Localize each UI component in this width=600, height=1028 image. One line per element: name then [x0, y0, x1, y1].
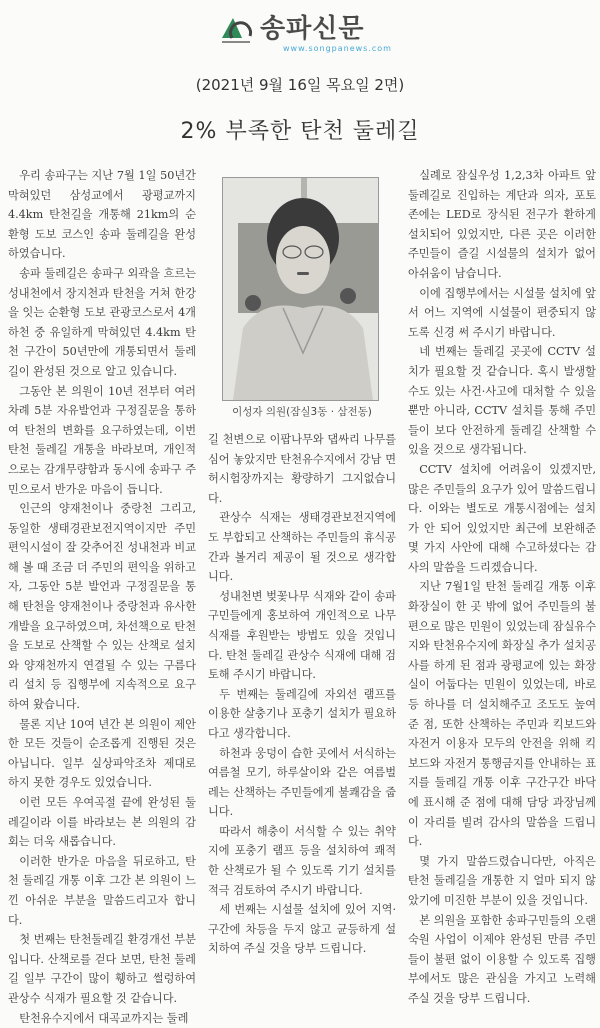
paragraph: 세 번째는 시설물 설치에 있어 지역·구간에 차등을 두지 않고 균등하게 설치하여 주실 것을 당부 드립니다.: [208, 903, 396, 956]
paragraph: 지난 7월1일 탄천 둘레길 개통 이후 화장실이 한 곳 밖에 없어 주민들의 불편으로 많은 민원이 있었는데 잠실유수지와 탄천유수지에 화장실 추가 설치공사를 하게 된 점과 광평교에 있는 화장실이 어둡다는 민원이 있었는데, 바로 등 하나를 더 설치해주고 조도도 높여준 점, 또한 산책하는 주민과 킥보드와 자전거 이용자 모두의 안전을 위해 킥보드와 자전거 통행금지를 안내하는 표지를 둘레길 개통 이후 구간구간 바닥에 표시해 준 점에 대해 담당 과장님께 이 자리를 빌려 감사의 말씀을 드립니다.: [408, 580, 596, 849]
paragraph: 몇 가지 말씀드렸습니다만, 아직은 탄천 둘레길을 개통한 지 얼마 되지 않았기에 미진한 부분이 있을 것입니다.: [408, 854, 596, 907]
photo-caption: 이성자 의원(잠실3동 · 삼전동): [232, 406, 372, 418]
paragraph: 두 번째는 둘레길에 자외선 램프를 이용한 살충기나 포충기 설치가 필요하다고 생각합니다.: [208, 687, 396, 740]
paragraph: 본 의원을 포함한 송파구민들의 오랜 숙원 사업이 이제야 완성된 만큼 주민들이 불편 없이 이용할 수 있도록 집행부에서도 많은 관심을 가지고 노력해 주실 것을 당부 드립니다.: [408, 913, 596, 1005]
paragraph: 우리 송파구는 지난 7월 1일 50년간 막혀있던 삼성교에서 광평교까지 4.4km 탄천길을 개통해 21km의 순환형 도보 코스인 송파 둘레길을 완성하였습니다.: [8, 169, 196, 261]
paragraph: 첫 번째는 탄천둘레길 환경개선 부분입니다. 산책로를 걷다 보면, 탄천 둘레길 일부 구간이 많이 휑하고 썰렁하여 관상수 식재가 필요할 것 같습니다.: [8, 933, 196, 1005]
article-column-2: [208, 430, 396, 959]
paragraph: CCTV 설치에 어려움이 있겠지만, 많은 주민들의 요구가 있어 말씀드립니다. 이와는 별도로 개통시점에는 설치가 안 되어 있었지만 최근에 보완해준 몇 가지 사안에 대해 수고하셨다는 감사의 말씀을 드리겠습니다.: [408, 462, 596, 574]
paragraph: 이러한 반가운 마음을 뒤로하고, 탄천 둘레길 개통 이후 그간 본 의원이 느낀 아쉬운 부분을 말씀드리고자 합니다.: [8, 854, 196, 927]
mountain-arc-logo-icon: [220, 12, 254, 46]
dateline: (2021년 9월 16일 목요일 2면): [195, 76, 405, 94]
newspaper-name: 송파신문: [260, 14, 365, 44]
councilor-photo: [222, 177, 379, 401]
paragraph: 송파 둘레길은 송파구 외곽을 흐르는 성내천에서 장지천과 탄천을 거쳐 한강을 잇는 순환형 도보 관광코스로서 4개 하천 중 유일하게 막혀있던 4.4km 탄천 구간이 50년만에 개통되면서 둘레길이 완성된 것으로 알고 있습니다.: [8, 266, 196, 378]
paragraph: 탄천유수지에서 대곡교까지는 둘레: [19, 1011, 189, 1025]
paragraph: 이에 집행부에서는 시설물 설치에 앞서 어느 지역에 시설물이 편중되지 않도록 신경 써 주시기 바랍니다.: [408, 286, 596, 339]
paragraph: 이런 모든 우여곡절 끝에 완성된 둘레길이라 이를 바라보는 본 의원의 감회는 더욱 새롭습니다.: [8, 796, 196, 849]
paragraph: 네 번째는 둘레길 곳곳에 CCTV 설치가 필요할 것 같습니다. 혹시 발생할 수도 있는 사건·사고에 대처할 수 있을 뿐만 아니라, CCTV 설치를 통해 주민들이 보다 안전하게 둘레길 산책할 수 있을 것으로 생각됩니다.: [408, 345, 596, 457]
paragraph: 하천과 웅덩이 습한 곳에서 서식하는 여름철 모기, 하루살이와 같은 여름벌레는 산책하는 주민들에게 불쾌감을 줍니다.: [208, 746, 396, 819]
article-column-3: [408, 166, 596, 1009]
article-column-1: [8, 166, 196, 1028]
masthead: [220, 8, 400, 54]
paragraph: 길 천변으로 이팝나무와 댑싸리 나무를 심어 놓았지만 탄천유수지에서 강남 면허시험장까지는 황량하기 그지없습니다.: [208, 433, 396, 505]
paragraph: 인근의 양재천이나 중랑천 그리고, 동일한 생태경관보전지역이지만 주민 편익시설이 잘 갖추어진 성내천과 비교해 볼 때 조금 더 주민의 편익을 위하고자, 그동안 5분 발언과 구정질문을 통해 탄천을 양재천이나 중랑천과 유사한 개발을 요구하였으며, 차선책으로 탄천을 도보로 산책할 수 있는 산책로 설치와 양재천까지 연결될 수 있는 구름다리 설치 등 집행부에 지속적으로 요구하여 왔습니다.: [8, 502, 196, 712]
paragraph: 따라서 해충이 서식할 수 있는 취약지에 포충기 램프 등을 설치하여 쾌적한 산책로가 될 수 있도록 기기 설치를 적극 검토하여 주시기 바랍니다.: [208, 824, 396, 897]
paragraph: 성내천변 벚꽃나무 식재와 같이 송파구민들에게 홍보하여 개인적으로 나무 식재를 후원받는 방법도 있을 것입니다. 탄천 둘레길 관상수 식재에 대해 검토해 주시기 바랍니다.: [208, 589, 396, 682]
paragraph: 실례로 잠실우성 1,2,3차 아파트 앞 둘레길로 진입하는 계단과 의자, 포토존에는 LED로 장식된 전구가 환하게 설치되어 있었지만, 다른 곳은 이러한 주민들이 즐길 시설물의 설치가 없어 아쉬움이 남습니다.: [408, 169, 596, 280]
paragraph: 관상수 식재는 생태경관보전지역에도 부합되고 산책하는 주민들의 휴식공간과 볼거리 제공이 될 것으로 생각합니다.: [208, 511, 396, 584]
portrait-illustration: [223, 178, 378, 400]
headline: 2% 부족한 탄천 둘레길: [180, 119, 420, 144]
paragraph: 그동안 본 의원이 10년 전부터 여러 차례 5분 자유발언과 구정질문을 통하여 탄천의 변화를 요구하였는데, 이번 탄천 둘레길 개통을 바라보며, 개인적으로는 감개무량함과 동시에 송파구 주민으로서 반가운 마음이 듭니다.: [8, 384, 196, 496]
newspaper-url: www.songpanews.com: [283, 44, 392, 53]
paragraph: 물론 지난 10여 년간 본 의원이 제안한 모든 것들이 순조롭게 진행된 것은 아닙니다. 일부 실상파악조차 제대로 하지 못한 경우도 있었습니다.: [8, 717, 196, 790]
